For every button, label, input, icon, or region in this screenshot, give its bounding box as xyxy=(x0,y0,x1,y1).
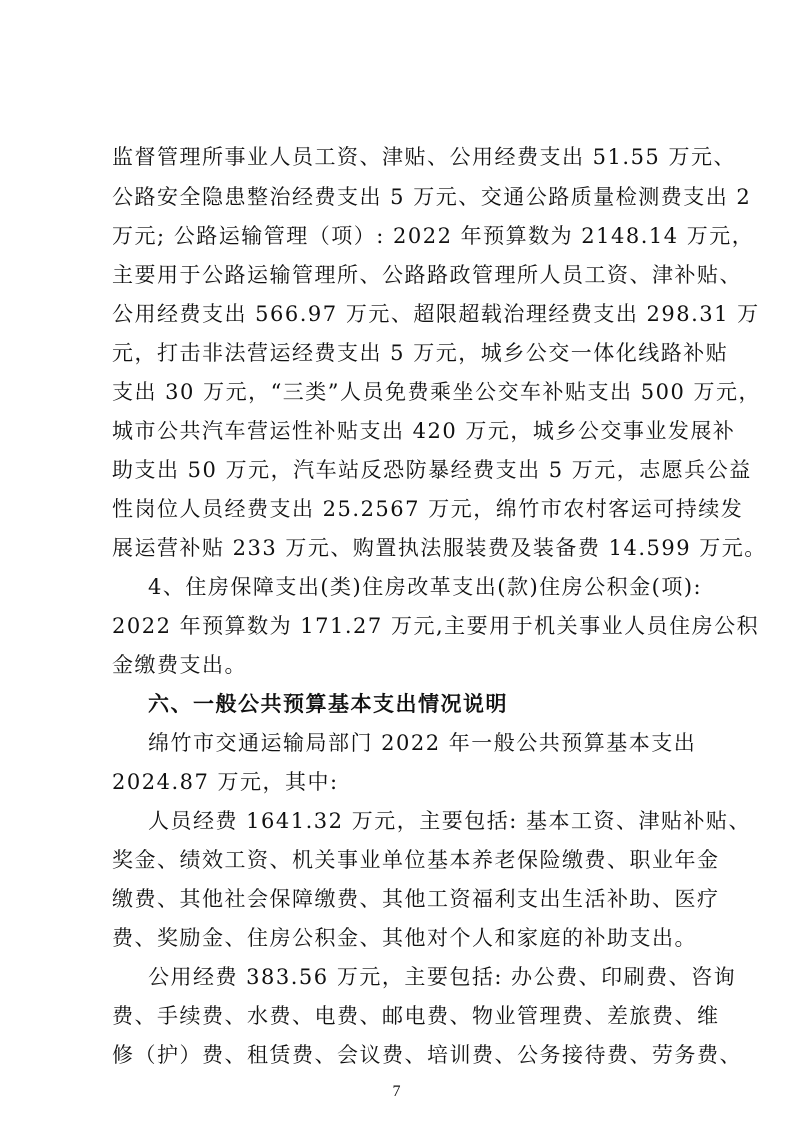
body-text-line: 奖金、绩效工资、机关事业单位基本养老保险缴费、职业年金 xyxy=(112,848,720,872)
body-text-line: 万元; 公路运输管理（项）: 2022 年预算数为 2148.14 万元， xyxy=(112,224,755,248)
body-text-line: 展运营补贴 233 万元、购置执法服装费及装备费 14.599 万元。 xyxy=(112,536,767,560)
paragraph-first-line: 公用经费 383.56 万元，主要包括: 办公费、印刷费、咨询 xyxy=(148,965,737,989)
page-number: 7 xyxy=(392,1083,401,1100)
body-text-line: 监督管理所事业人员工资、津贴、公用经费支出 51.55 万元、 xyxy=(112,145,736,169)
body-text-line: 助支出 50 万元，汽车站反恐防暴经费支出 5 万元，志愿兵公益 xyxy=(112,458,752,482)
body-text-line: 公用经费支出 566.97 万元、超限超载治理经费支出 298.31 万 xyxy=(112,302,760,326)
section-heading: 六、一般公共预算基本支出情况说明 xyxy=(148,692,508,716)
body-text-line: 主要用于公路运输管理所、公路路政管理所人员工资、津补贴、 xyxy=(112,263,742,287)
body-text-line: 2024.87 万元，其中: xyxy=(112,770,339,794)
body-text-line: 公路安全隐患整治经费支出 5 万元、交通公路质量检测费支出 2 xyxy=(112,185,752,209)
body-text-line: 城市公共汽车营运性补贴支出 420 万元，城乡公交事业发展补 xyxy=(112,419,736,443)
body-text-line: 费、手续费、水费、电费、邮电费、物业管理费、差旅费、维 xyxy=(112,1004,720,1028)
body-text-line: 金缴费支出。 xyxy=(112,653,247,677)
paragraph-first-line: 人员经费 1641.32 万元，主要包括: 基本工资、津贴补贴、 xyxy=(148,809,751,833)
body-text-line: 缴费、其他社会保障缴费、其他工资福利支出生活补助、医疗 xyxy=(112,887,720,911)
paragraph-first-line: 4、住房保障支出(类)住房改革支出(款)住房公积金(项): xyxy=(148,575,703,599)
body-text-line: 修（护）费、租赁费、会议费、培训费、公务接待费、劳务费、 xyxy=(112,1043,742,1067)
paragraph-first-line: 绵竹市交通运输局部门 2022 年一般公共预算基本支出 xyxy=(148,731,697,755)
body-text-line: 费、奖励金、住房公积金、其他对个人和家庭的补助支出。 xyxy=(112,926,697,950)
body-text-line: 元，打击非法营运经费支出 5 万元，城乡公交一体化线路补贴 xyxy=(112,341,729,365)
body-text-line: 性岗位人员经费支出 25.2567 万元，绵竹市农村客运可持续发 xyxy=(112,497,744,521)
body-text-line: 支出 30 万元，“三类”人员免费乘坐公交车补贴支出 500 万元， xyxy=(112,380,761,404)
body-text-line: 2022 年预算数为 171.27 万元,主要用于机关事业人员住房公积 xyxy=(112,614,760,638)
